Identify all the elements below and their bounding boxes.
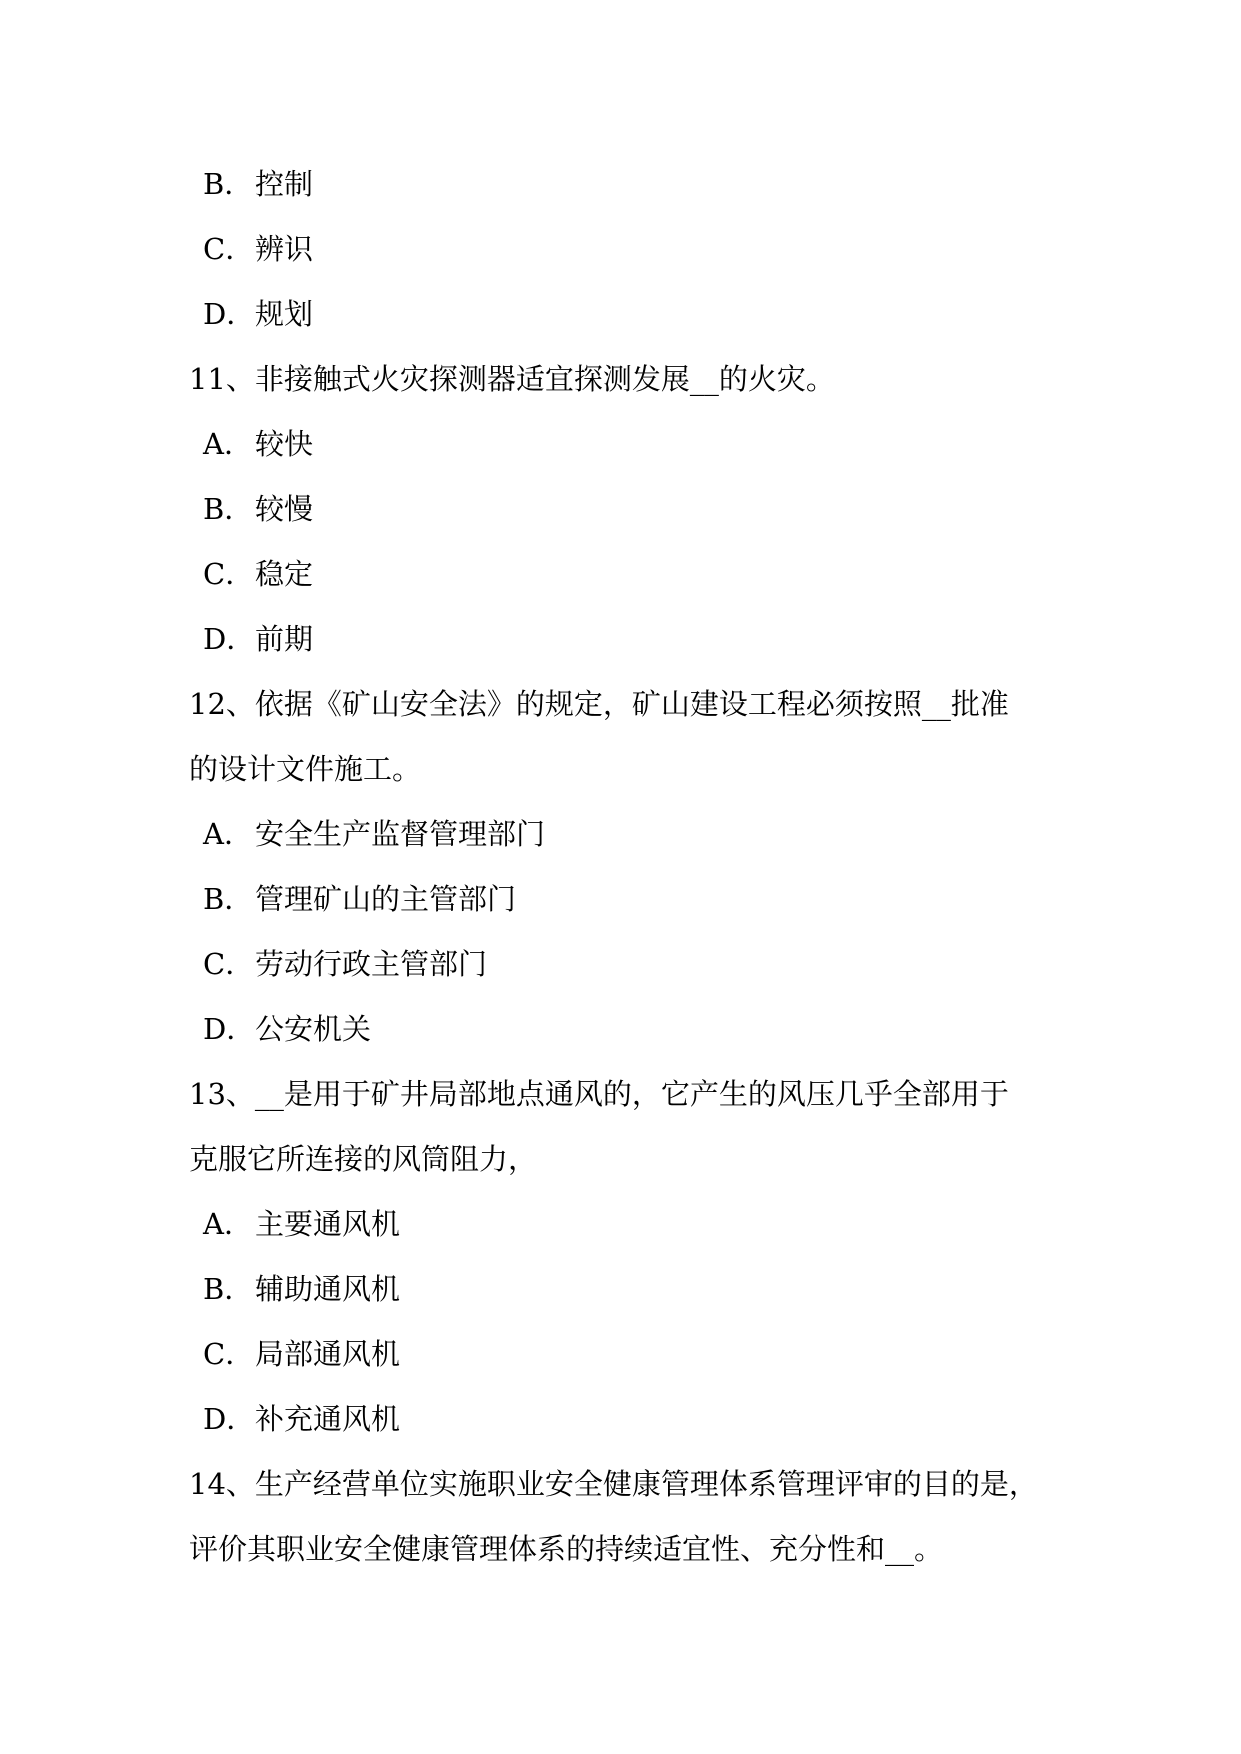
option-letter: B．	[203, 882, 254, 916]
option-letter: A．	[203, 1207, 253, 1241]
option-letter: C．	[203, 557, 255, 591]
exam-content	[189, 152, 1069, 1582]
q14-stem-line2: 评价其职业安全健康管理体系的持续适宜性、充分性和__。	[189, 1532, 944, 1566]
option-letter: C．	[203, 947, 255, 981]
option-text: 安全生产监督管理部门	[255, 817, 546, 851]
option-text: 补充通风机	[255, 1402, 401, 1436]
option-letter: D．	[203, 297, 256, 331]
option-letter: A．	[203, 817, 253, 851]
option-text: 前期	[255, 622, 314, 656]
q11-option-b	[189, 477, 1069, 542]
option-letter: B．	[203, 167, 254, 201]
q12-option-d	[189, 997, 1069, 1062]
q13-stem-line1: 13、__是用于矿井局部地点通风的，它产生的风压几乎全部用于	[189, 1077, 1009, 1111]
q11-option-a	[189, 412, 1069, 477]
q11-option-c	[189, 542, 1069, 607]
q12-option-b	[189, 867, 1069, 932]
option-letter: D．	[203, 622, 256, 656]
option-text: 劳动行政主管部门	[255, 947, 488, 981]
option-letter: C．	[203, 1337, 255, 1371]
q14-stem-line1: 14、生产经营单位实施职业安全健康管理体系管理评审的目的是，	[189, 1467, 1038, 1501]
q12-option-c	[189, 932, 1069, 997]
option-letter: C．	[203, 232, 255, 266]
q11-option-d	[189, 607, 1069, 672]
option-text: 控制	[255, 167, 314, 201]
option-letter: A．	[203, 427, 253, 461]
q13-option-d	[189, 1387, 1069, 1452]
q12-option-a	[189, 802, 1069, 867]
q13-option-c	[189, 1322, 1069, 1387]
option-text: 较快	[255, 427, 314, 461]
option-text: 稳定	[255, 557, 314, 591]
option-letter: B．	[203, 492, 254, 526]
option-letter: B．	[203, 1272, 254, 1306]
option-text: 公安机关	[255, 1012, 372, 1046]
option-letter: D．	[203, 1402, 256, 1436]
q13-stem-line2: 克服它所连接的风筒阻力，	[189, 1142, 538, 1176]
q10-option-d	[189, 282, 1069, 347]
q11-stem: 11、非接触式火灾探测器适宜探测发展__的火灾。	[189, 362, 835, 396]
q12-stem-line1: 12、依据《矿山安全法》的规定，矿山建设工程必须按照__批准	[189, 687, 1009, 721]
option-text: 较慢	[255, 492, 314, 526]
option-text: 主要通风机	[255, 1207, 401, 1241]
option-text: 规划	[255, 297, 314, 331]
q13-option-b	[189, 1257, 1069, 1322]
q10-option-b	[189, 152, 1069, 217]
option-text: 管理矿山的主管部门	[255, 882, 517, 916]
q13-option-a	[189, 1192, 1069, 1257]
q12-stem-line2: 的设计文件施工。	[189, 752, 422, 786]
option-letter: D．	[203, 1012, 256, 1046]
q10-option-c	[189, 217, 1069, 282]
option-text: 辅助通风机	[255, 1272, 401, 1306]
option-text: 局部通风机	[255, 1337, 401, 1371]
option-text: 辨识	[255, 232, 314, 266]
